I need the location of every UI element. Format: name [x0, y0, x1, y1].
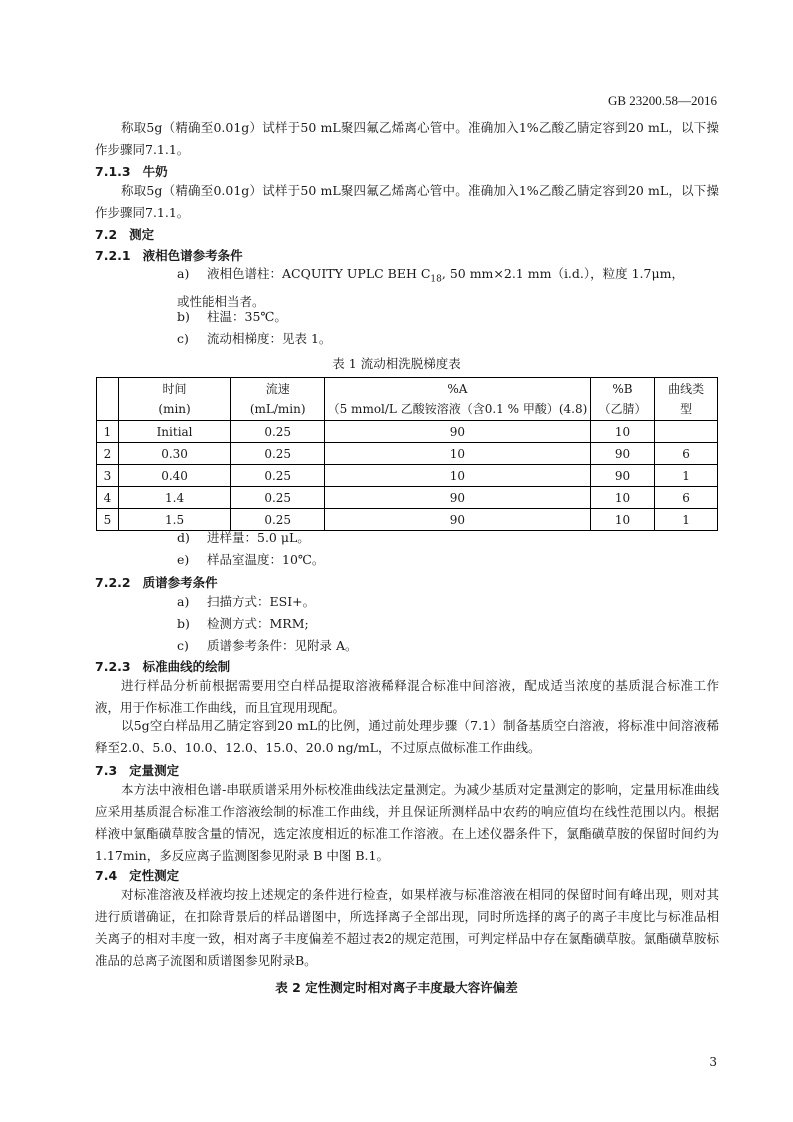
cell-curve: 1: [655, 465, 718, 487]
list-item-d-injection: [177, 527, 717, 549]
heading-number: 7.2.1: [95, 248, 131, 263]
list-text: 扫描方式：ESI+。: [207, 594, 316, 609]
table-1-caption: 表 1 流动相洗脱梯度表: [332, 356, 461, 371]
cell-no: 1: [97, 421, 119, 443]
paragraph-7-2-3-2: 以5g空白样品用乙腈定容到20 mL的比例，通过前处理步骤（7.1）制备基质空白溶液，将标准中间溶液稀释至2.0、5.0、10.0、12.0、15.0、20.0 ng/mL，不过原点做标准工作曲线。: [95, 718, 719, 755]
paragraph-7-1-3: 称取5g（精确至0.01g）试样于50 mL聚四氟乙烯离心管中。准确加入1%乙酸乙腈定容到20 mL，以下操作步骤同7.1.1。: [95, 183, 719, 220]
list-marker: d): [177, 530, 190, 545]
page-number: 3: [709, 1055, 717, 1069]
list-marker: c): [177, 331, 189, 346]
cell-flow: 0.25: [231, 443, 325, 465]
cell-flow: 0.25: [231, 421, 325, 443]
header-percent-a: %A （5 mmol/L 乙酸铵溶液（含0.1 % 甲酸）(4.8): [325, 378, 591, 421]
table-row: [97, 443, 718, 465]
cell-time: 1.4: [118, 487, 230, 509]
paragraph-7-1-2-continuation: 称取5g（精确至0.01g）试样于50 mL聚四氟乙烯离心管中。准确加入1%乙酸乙腈定容到20 mL，以下操作步骤同7.1.1。: [95, 120, 719, 157]
paragraph-7-4: 对标准溶液及样液均按上述规定的条件进行检查，如果样液与标准溶液在相同的保留时间有峰出现，则对其进行质谱确证，在扣除背景后的样品谱图中，所选择离子全部出现，同时所选择的离子的离子丰度比与标准品相关离子的相对丰度一致，相对离子丰度偏差不超过表2的规定范围，可判定样品中存在氯酯磺草胺。氯酯磺草胺标准品的总离子流图和质谱图参见附录B。: [95, 887, 719, 968]
list-item-b-detect: [177, 613, 717, 635]
heading-number: 7.2.2: [95, 575, 131, 590]
list-marker: a): [177, 594, 190, 609]
heading-number: 7.2: [95, 227, 118, 242]
heading-7-1-3: [95, 162, 168, 180]
heading-title: 质谱参考条件: [142, 575, 218, 590]
list-marker: b): [177, 309, 190, 324]
list-text-continuation: 或性能相当者。: [177, 293, 265, 309]
paragraph-7-3: 本方法中液相色谱-串联质谱采用外标校准曲线法定量测定。为减少基质对定量测定的影响，定量用标准曲线应采用基质混合标准工作溶液绘制的标准工作曲线，并且保证所测样品中农药的响应值均在线性范围以内。根据样液中氯酯磺草胺含量的情况，选定浓度相近的标准工作溶液。在上述仪器条件下，氯酯磺草胺的保留时间约为 1.17min，多反应离子监测图参见附录 B 中图 B.1。: [95, 782, 719, 863]
header-time: 时间 (min): [118, 378, 230, 421]
heading-7-2: [95, 225, 154, 243]
heading-7-2-2: [95, 573, 218, 591]
heading-title: 测定: [129, 227, 155, 242]
cell-a: 10: [325, 465, 591, 487]
standard-number: GB 23200.58—2016: [607, 93, 717, 108]
cell-time: 0.30: [118, 443, 230, 465]
list-marker: c): [177, 638, 189, 653]
heading-number: 7.3: [95, 763, 118, 778]
list-text: 质谱参考条件：见附录 A。: [207, 638, 358, 653]
cell-b: 90: [590, 443, 654, 465]
list-text: 样品室温度：10℃。: [207, 552, 325, 567]
heading-number: 7.1.3: [95, 164, 131, 179]
list-marker: e): [177, 552, 190, 567]
cell-curve: [655, 421, 718, 443]
heading-7-2-3: [95, 657, 230, 675]
heading-number: 7.4: [95, 868, 118, 883]
list-text: 柱温：35℃。: [207, 309, 287, 324]
cell-a: 10: [325, 443, 591, 465]
cell-a: 90: [325, 421, 591, 443]
header-flow: 流速 (mL/min): [231, 378, 325, 421]
list-text: 液相色谱柱：ACQUITY UPLC BEH $C_{18}$, 50 mm×2.1 mm（i.d.），粒度 1.7μm，: [207, 266, 684, 285]
list-text: 检测方式：MRM;: [207, 616, 309, 631]
list-item-c-ms-conditions: [177, 635, 717, 657]
heading-7-4: [95, 866, 179, 884]
list-marker: a): [177, 266, 190, 281]
header-index: [97, 378, 119, 421]
mobile-phase-gradient-table: [96, 377, 718, 531]
cell-flow: 0.25: [231, 487, 325, 509]
cell-time: 0.40: [118, 465, 230, 487]
cell-curve: 6: [655, 443, 718, 465]
heading-7-2-1: [95, 246, 243, 264]
table-row: [97, 487, 718, 509]
header-percent-b: %B （乙腈）: [590, 378, 654, 421]
cell-a: 90: [325, 509, 591, 531]
cell-flow: 0.25: [231, 509, 325, 531]
table-header-row: [97, 378, 718, 421]
cell-b: 10: [590, 509, 654, 531]
cell-b: 90: [590, 465, 654, 487]
cell-b: 10: [590, 421, 654, 443]
heading-number: 7.2.3: [95, 659, 131, 674]
cell-no: 5: [97, 509, 119, 531]
cell-time: Initial: [118, 421, 230, 443]
heading-title: 液相色谱参考条件: [142, 248, 243, 263]
list-text: 进样量：5.0 μL。: [207, 530, 310, 545]
cell-no: 4: [97, 487, 119, 509]
list-marker: b): [177, 616, 190, 631]
table-row: [97, 421, 718, 443]
cell-flow: 0.25: [231, 465, 325, 487]
list-item-c-gradient: [177, 328, 717, 350]
list-item-a-scan: [177, 591, 717, 613]
cell-no: 2: [97, 443, 119, 465]
heading-7-3: [95, 761, 179, 779]
list-item-b-temperature: [177, 306, 717, 328]
table-row: [97, 465, 718, 487]
cell-no: 3: [97, 465, 119, 487]
list-item-e-sample-room: [177, 549, 717, 571]
cell-curve: 6: [655, 487, 718, 509]
heading-title: 定性测定: [129, 868, 180, 883]
heading-title: 牛奶: [142, 164, 168, 179]
cell-a: 90: [325, 487, 591, 509]
table-2-caption: 表 2 定性测定时相对离子丰度最大容许偏差: [275, 980, 518, 995]
header-curve-type: 曲线类 型: [655, 378, 718, 421]
list-text: 流动相梯度：见表 1。: [207, 331, 332, 346]
cell-b: 10: [590, 487, 654, 509]
cell-time: 1.5: [118, 509, 230, 531]
paragraph-7-2-3-1: 进行样品分析前根据需要用空白样品提取溶液稀释混合标准中间溶液，配成适当浓度的基质混合标准工作液，用于作标准工作曲线，而且宜现用现配。: [95, 678, 719, 715]
heading-title: 标准曲线的绘制: [142, 659, 231, 674]
cell-curve: 1: [655, 509, 718, 531]
heading-title: 定量测定: [129, 763, 180, 778]
